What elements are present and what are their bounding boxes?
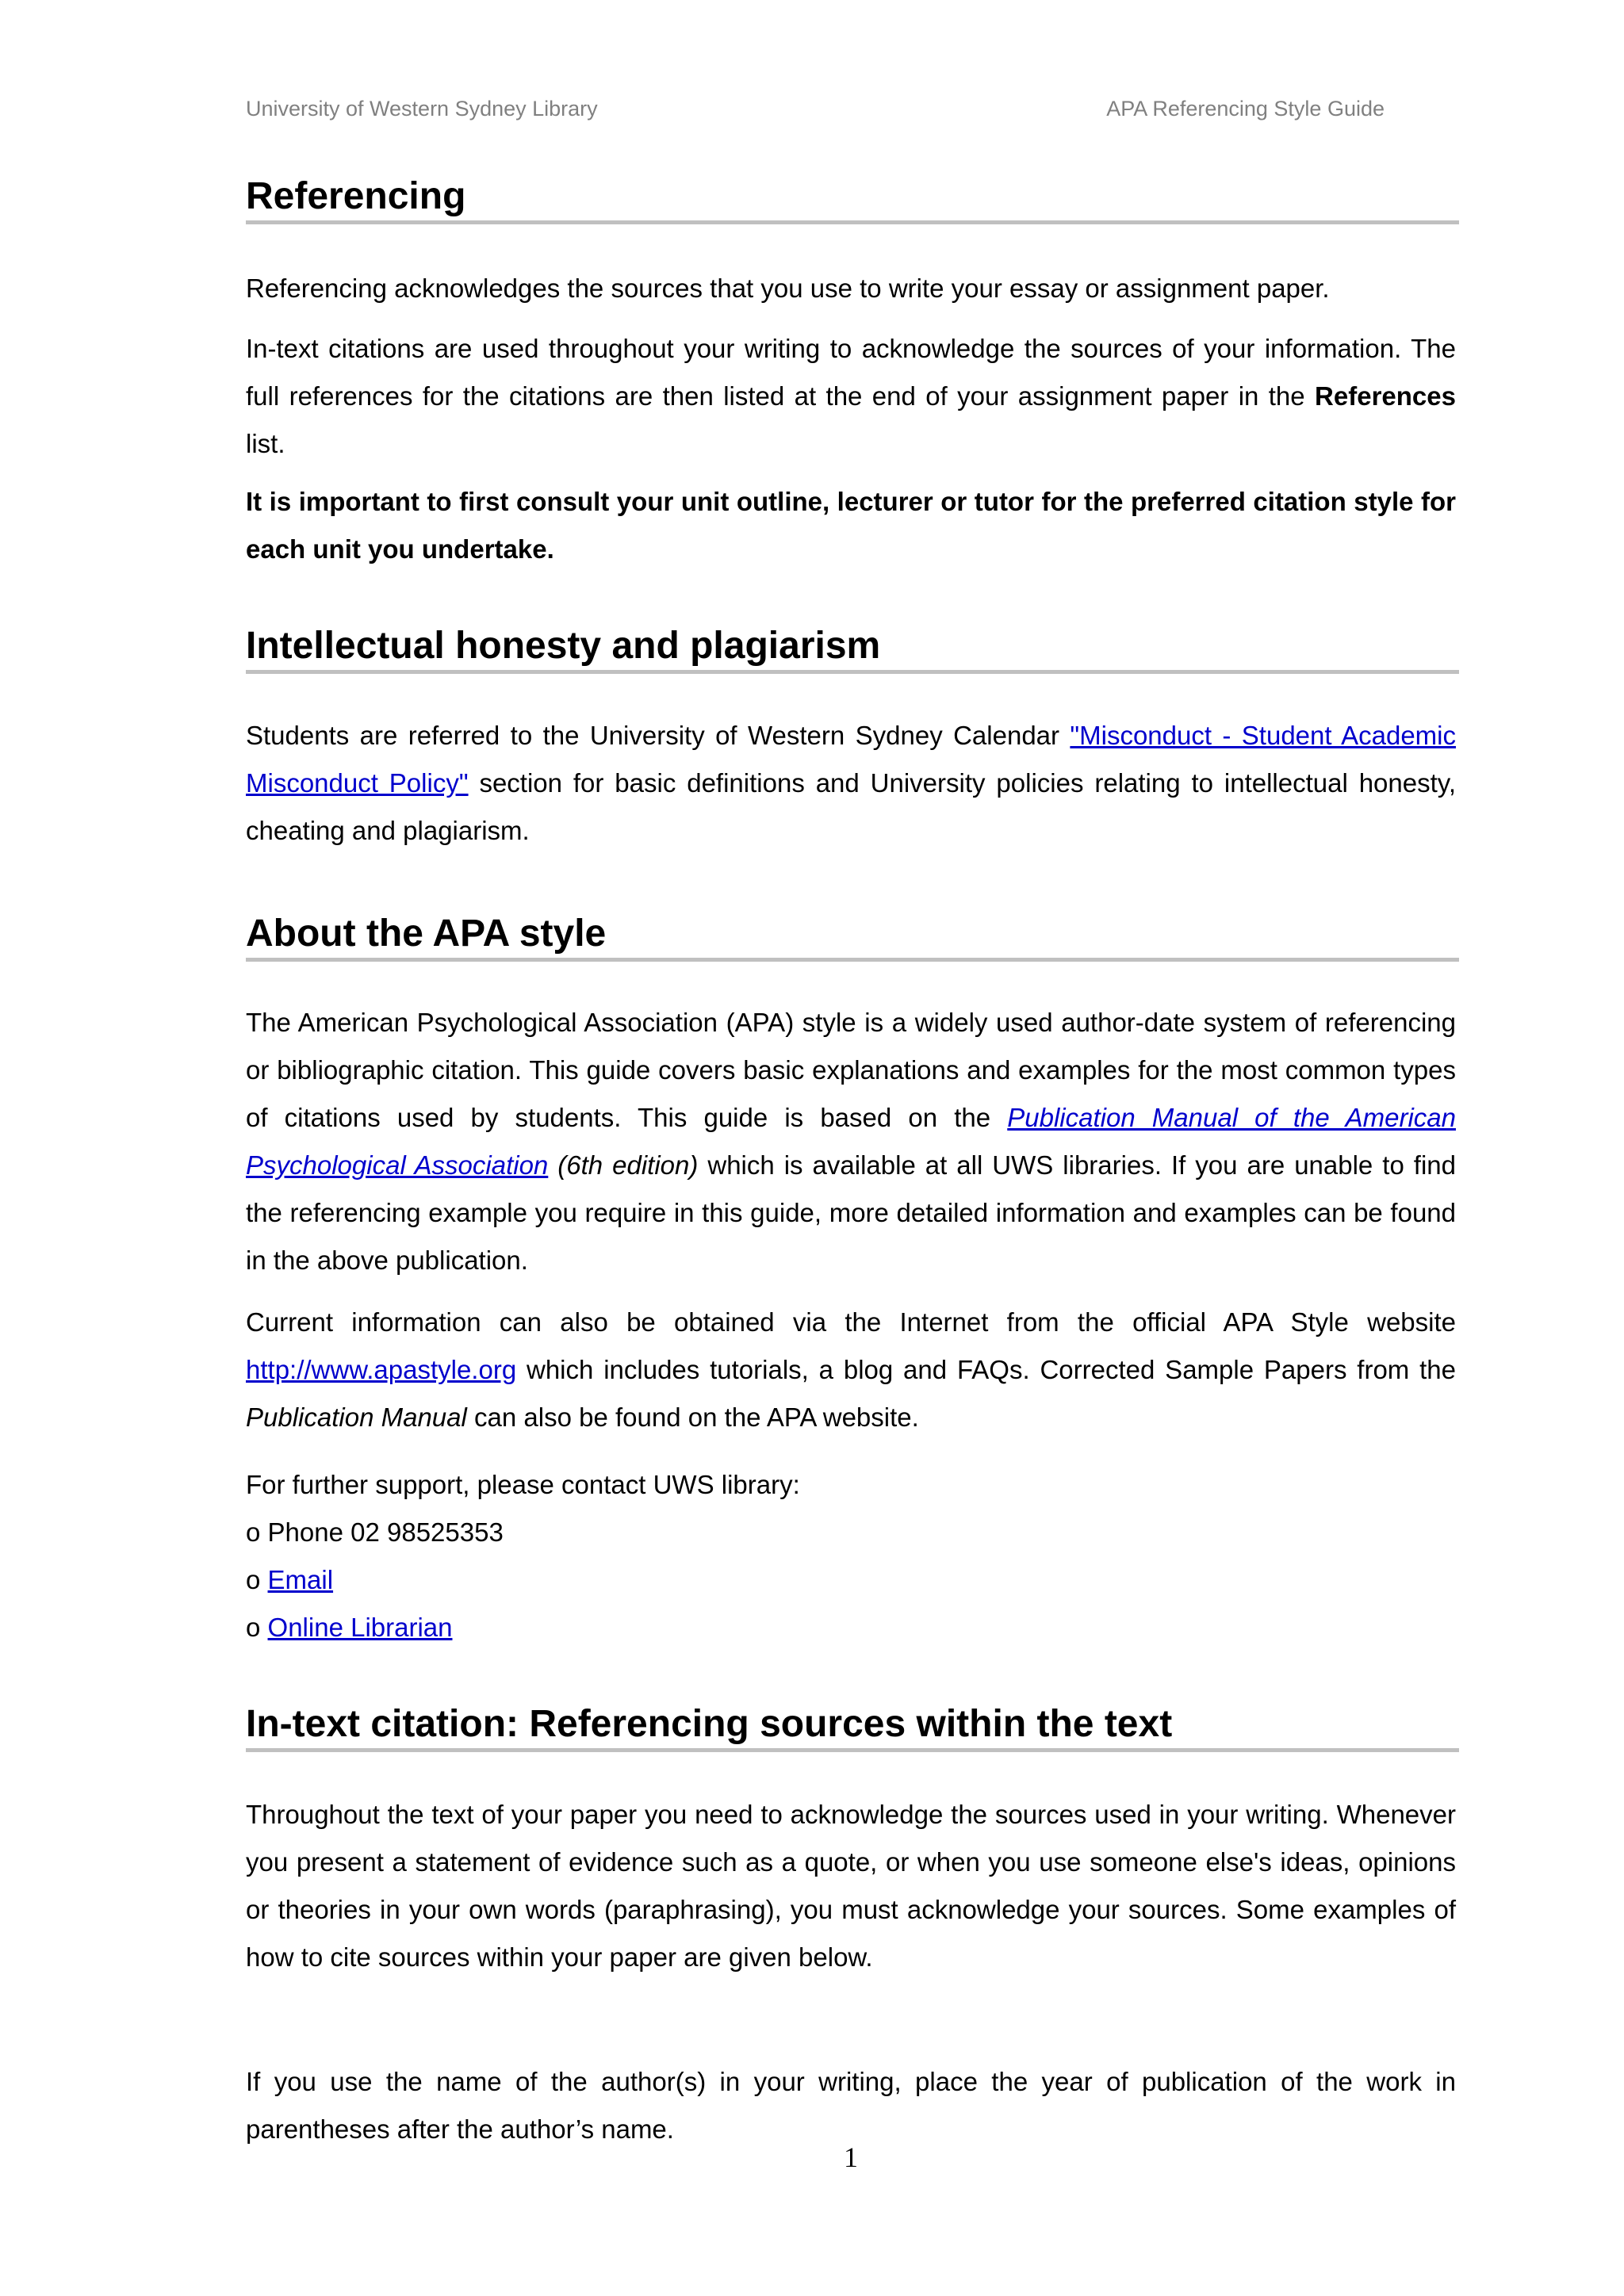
heading-intellectual-honesty: Intellectual honesty and plagiarism [246,624,1459,674]
apa-paragraph-1: The American Psychological Association (APA) style is a widely used author-date system of referencing or bibliographic citation. This guide covers basic explanations and examples for the most common types of citations used by students. This guide is based on the Publication Manual of the American Psychological Association (6th edition) which is available at all UWS libraries. If you are unable to find the referencing example you require in this guide, more detailed information and examples can be found in the above publication. [246,1008,1457,1275]
header-right: APA Referencing Style Guide [1106,97,1385,121]
referencing-important-note: It is important to first consult your unit outline, lecturer or tutor for the preferred citation style for each unit you undertake. [246,487,1456,564]
referencing-paragraph-2: In-text citations are used throughout your writing to acknowledge the sources of your information. The full references for the citations are then listed at the end of your assignment paper in the References list. [246,334,1456,458]
honesty-paragraph: Students are referred to the University of Western Sydney Calendar "Misconduct - Student Academic Misconduct Policy" section for basic definitions and University policies relating to intellectual honesty, cheating and plagiarism. [246,721,1457,845]
heading-in-text-citation: In-text citation: Referencing sources within the text [246,1702,1459,1752]
publication-manual-link[interactable]: Publication Manual of the American Psychological Association [246,1103,1457,1180]
email-link[interactable]: Email [267,1565,334,1594]
heading-about-apa: About the APA style [246,912,1459,962]
support-librarian: o Online Librarian [246,1613,453,1642]
intext-paragraph-1: Throughout the text of your paper you need to acknowledge the sources used in your writing. Whenever you present a statement of evidence such as a quote, or when you use someone else's ideas, opinions or theories in your own words (paraphrasing), you must acknowledge your sources. Some examples of how to cite sources within your paper are given below. [246,1800,1456,1972]
references-term: References [1315,381,1456,411]
support-email: o Email [246,1565,334,1594]
document-page [246,0,1459,2296]
page-number: 1 [844,2141,858,2173]
heading-referencing: Referencing [246,174,1459,224]
header-left: University of Western Sydney Library [246,97,598,121]
referencing-paragraph-1: Referencing acknowledges the sources that you use to write your essay or assignment paper. [246,274,1330,303]
misconduct-policy-link[interactable]: "Misconduct - Student Academic Misconduct Policy" [246,721,1456,798]
apastyle-website-link[interactable]: http://www.apastyle.org [246,1355,517,1384]
online-librarian-link[interactable]: Online Librarian [267,1613,453,1642]
apa-paragraph-2: Current information can also be obtained via the Internet from the official APA Style website http://www.apastyle.org which includes tutorials, a blog and FAQs. Corrected Sample Papers from the Publication Manual can also be found on the APA website. [246,1307,1456,1432]
intext-paragraph-2: If you use the name of the author(s) in your writing, place the year of publication of the work in parentheses after the author’s name. [246,2067,1456,2144]
support-intro: For further support, please contact UWS library: [246,1470,800,1499]
support-phone: o Phone 02 98525353 [246,1517,504,1547]
